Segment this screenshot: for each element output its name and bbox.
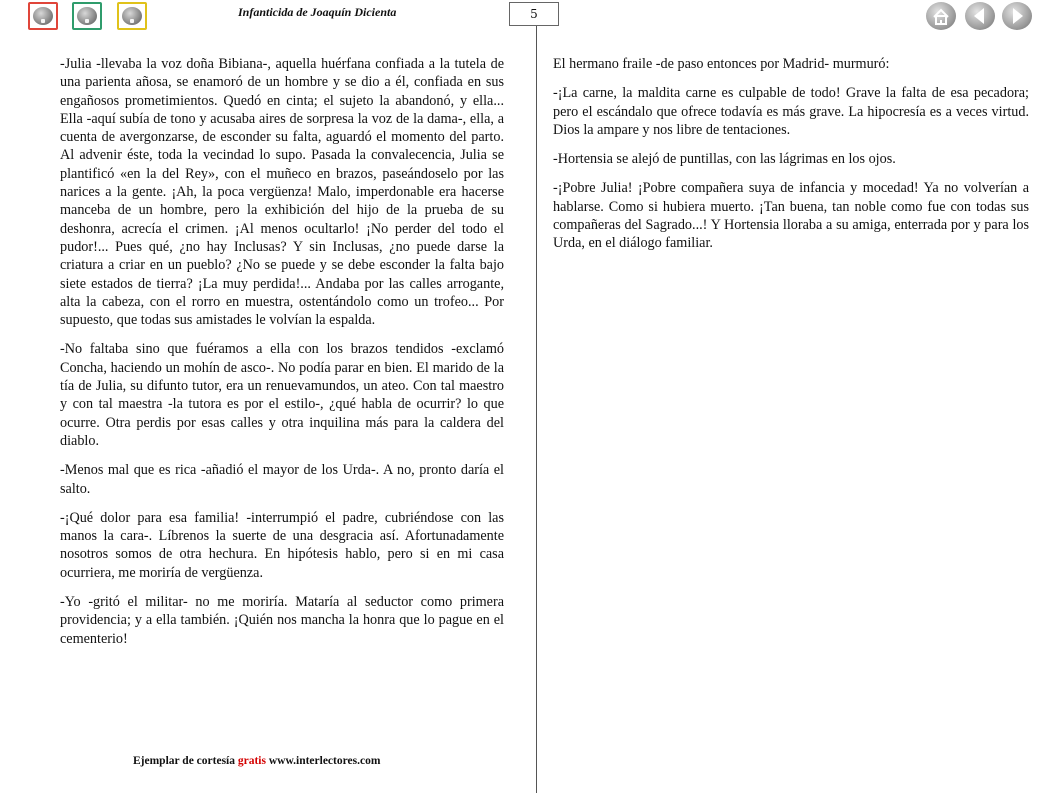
- right-column: [553, 55, 1029, 264]
- close-icon: [33, 7, 53, 25]
- footer-prefix: Ejemplar de cortesía: [133, 755, 235, 767]
- paragraph: -Hortensia se alejó de puntillas, con las lágrimas en los ojos.: [553, 151, 896, 168]
- close-button[interactable]: [28, 2, 58, 30]
- left-column: [60, 55, 504, 659]
- paragraph: -¡La carne, la maldita carne es culpable de todo! Grave la falta de esa pecadora; pero el escándalo que ofrece todavía es más grave. La hipocresía es a veces virtud. Dios la ampare y nos libre de tentaciones.: [553, 85, 1029, 138]
- column-divider: [536, 26, 537, 793]
- paragraph: El hermano fraile -de paso entonces por Madrid- murmuró:: [553, 56, 890, 72]
- maximize-icon: [122, 7, 142, 25]
- paragraph: -No faltaba sino que fuéramos a ella con los brazos tendidos -exclamó Concha, haciendo un mohín de asco-. No podía parar en bien. El marido de la tía de Julia, su difunto tutor, era un renuevamundos, un ateo. Con tal maestro y con tal maestra -la tutora es por el estilo-, ¿qué habla de ocurrir? lo que ocurre. Otra perdis por esas calles y otra inquilina más para la caldera del diablo.: [60, 341, 504, 449]
- paragraph: -¡Pobre Julia! ¡Pobre compañera suya de infancia y mocedad! Ya no volverían a hablarse. Como si hubiera muerto. ¡Tan buena, tan noble como fue con todas sus compañeras del Sagrado...! Y Hortensia lloraba a su amiga, enterrada por y para los Urda, en el diálogo familiar.: [553, 180, 1029, 252]
- page-number: 5: [509, 2, 559, 26]
- next-page-button[interactable]: [1002, 2, 1032, 30]
- home-icon: [926, 2, 956, 30]
- previous-page-button[interactable]: [965, 2, 995, 30]
- paragraph: -¡Qué dolor para esa familia! -interrumpió el padre, cubriéndose con las manos la cara-. Líbrenos la suerte de una desgracia así. Afortunadamente nosotros somos de otra hechura. En hipótesis hablo, pero si en mi casa ocurriera, me moriría de vergüenza.: [60, 509, 504, 581]
- previous-page-icon: [965, 2, 995, 30]
- paragraph: -Menos mal que es rica -añadió el mayor de los Urda-. A no, pronto daría el salto.: [60, 462, 504, 497]
- book-title: Infanticida de Joaquín Dicienta: [238, 5, 397, 19]
- footer-url-link[interactable]: www.interlectores.com: [268, 755, 381, 767]
- paragraph: -Yo -gritó el militar- no me moriría. Mataría al seductor como primera providencia; y a ella también. ¡Quién nos mancha la honra que lo pague en el cementerio!: [60, 594, 504, 647]
- minimize-icon: [77, 7, 97, 25]
- footer: [133, 755, 380, 767]
- next-page-icon: [1002, 2, 1032, 30]
- minimize-button[interactable]: [72, 2, 102, 30]
- footer-gratis: gratis: [237, 755, 266, 767]
- home-button[interactable]: [926, 2, 956, 30]
- paragraph: -Julia -llevaba la voz doña Bibiana-, aquella huérfana confiada a la tutela de una parienta añosa, se enamoró de un hombre y se dio a él, confiada en sus engañosos prometimientos. Quedó en cinta; el sujeto la abandonó, y ella... Ella -aquí subía de tono y acusaba aires de sorpresa la voz de la dama-, ella, a cuenta de avergonzarse, de esconder su falta, aguardó el momento del parto. Al advenir éste, toda la vecindad lo supo. Pasada la convalecencia, Julia se plantificó «en la del Rey», con el muñeco en brazos, paseándoselo por las narices a la gente. ¡Ah, la poca vergüenza! Malo, imperdonable era hacerse manceba de un hombre, pero la exhibición del hijo de la prueba de su deshonra, acrecía el crimen. ¡Al menos ocultarlo! ¡No perder del todo el pudor!... Pues qué, ¿no hay Inclusas? Y sin Inclusas, ¿no puede darse la criatura a criar en un pueblo? ¿No se puede y se debe esconder la falta bajo siete estados de tierra? ¡La muy perdida!... Andaba por las calles arrogante, alta la cabeza, con el rorro en muestra, ostentándolo como un trofeo... Por supuesto, que todas sus amistades le volvían la espalda.: [60, 56, 504, 329]
- maximize-button[interactable]: [117, 2, 147, 30]
